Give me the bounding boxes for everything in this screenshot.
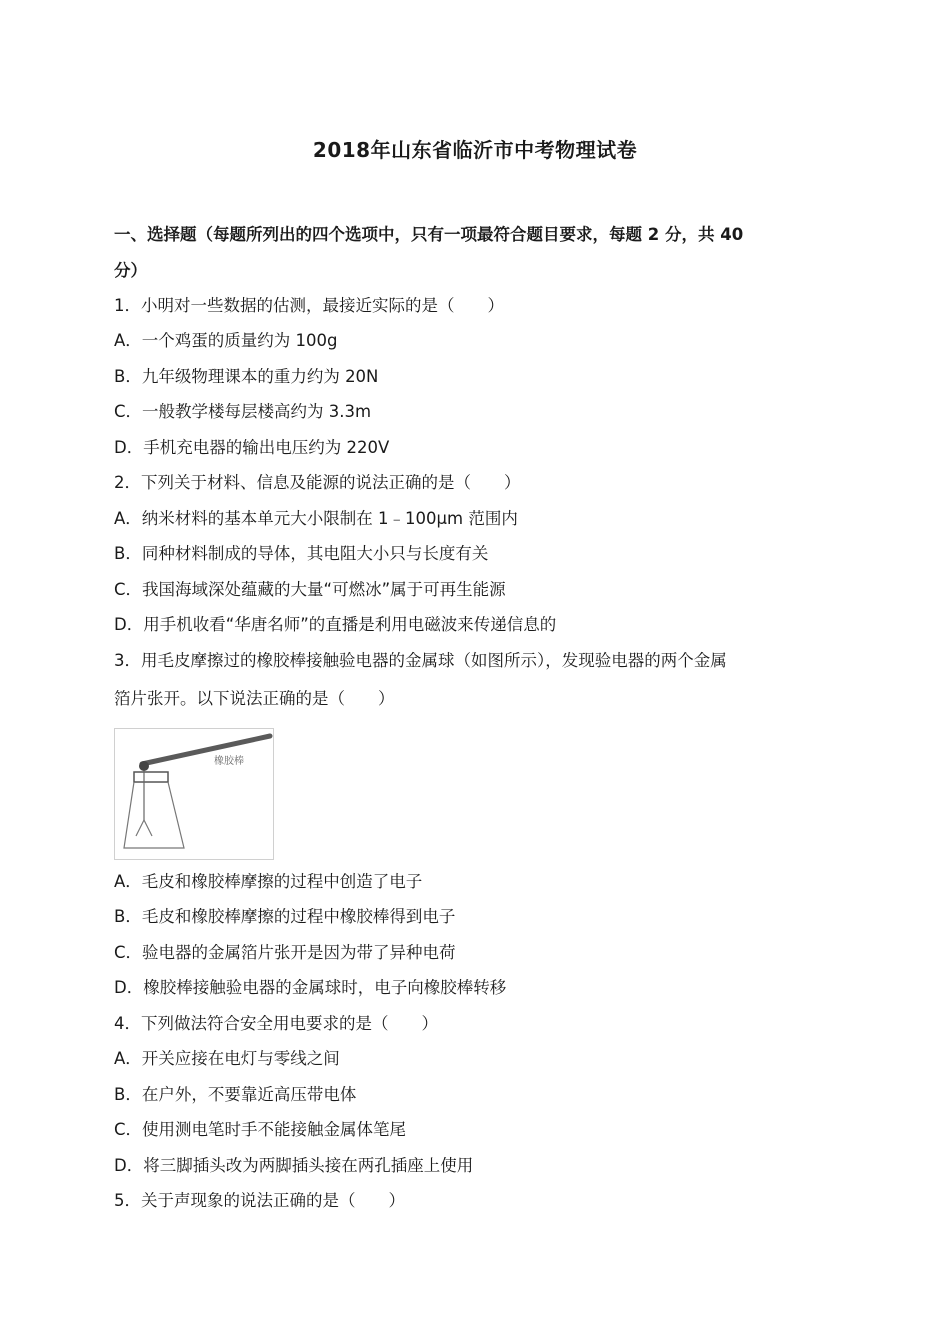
- question-3-option-c: C．验电器的金属箔片张开是因为带了异种电荷: [114, 943, 456, 962]
- exam-title: 2018年山东省临沂市中考物理试卷: [312, 138, 638, 162]
- question-1-option-a: A．一个鸡蛋的质量约为 100g: [114, 331, 338, 350]
- question-4-option-d: D．将三脚插头改为两脚插头接在两孔插座上使用: [114, 1156, 474, 1175]
- question-2-option-b: B．同种材料制成的导体，其电阻大小只与长度有关: [114, 544, 489, 563]
- question-1-option-d: D．手机充电器的输出电压约为 220V: [114, 438, 390, 457]
- question-3-option-a: A．毛皮和橡胶棒摩擦的过程中创造了电子: [114, 872, 423, 891]
- question-3-stem-line2: 箔片张开。以下说法正确的是（ ）: [114, 689, 395, 708]
- question-2-option-a: A．纳米材料的基本单元大小限制在 1﹣100μm 范围内: [114, 509, 518, 528]
- rubber-rod-label: 橡胶棒: [214, 756, 244, 767]
- question-1-option-b: B．九年级物理课本的重力约为 20N: [114, 367, 379, 386]
- question-2-stem: 2．下列关于材料、信息及能源的说法正确的是（ ）: [114, 473, 521, 492]
- question-4-option-c: C．使用测电笔时手不能接触金属体笔尾: [114, 1120, 407, 1139]
- question-4-option-b: B．在户外，不要靠近高压带电体: [114, 1085, 357, 1104]
- question-2-option-c: C．我国海域深处蕴藏的大量“可燃冰”属于可再生能源: [114, 580, 506, 599]
- electroscope-figure: [114, 728, 274, 860]
- metal-ball: [139, 761, 149, 771]
- question-5-stem: 5．关于声现象的说法正确的是（ ）: [114, 1191, 405, 1210]
- question-1-option-c: C．一般教学楼每层楼高约为 3.3m: [114, 402, 372, 421]
- section-heading-line1: 一、选择题（每题所列出的四个选项中，只有一项最符合题目要求，每题 2 分，共 40: [114, 225, 744, 244]
- question-4-option-a: A．开关应接在电灯与零线之间: [114, 1049, 340, 1068]
- question-1-stem: 1．小明对一些数据的估测，最接近实际的是（ ）: [114, 296, 504, 315]
- question-2-option-d: D．用手机收看“华唐名师”的直播是利用电磁波来传递信息的: [114, 615, 557, 634]
- question-3-stem-line1: 3．用毛皮摩擦过的橡胶棒接触验电器的金属球（如图所示），发现验电器的两个金属: [114, 651, 727, 670]
- question-4-stem: 4．下列做法符合安全用电要求的是（ ）: [114, 1014, 438, 1033]
- question-3-option-d: D．橡胶棒接触验电器的金属球时，电子向橡胶棒转移: [114, 978, 507, 997]
- stopper: [134, 772, 168, 782]
- section-heading-line2: 分）: [114, 261, 147, 280]
- question-3-option-b: B．毛皮和橡胶棒摩擦的过程中橡胶棒得到电子: [114, 907, 456, 926]
